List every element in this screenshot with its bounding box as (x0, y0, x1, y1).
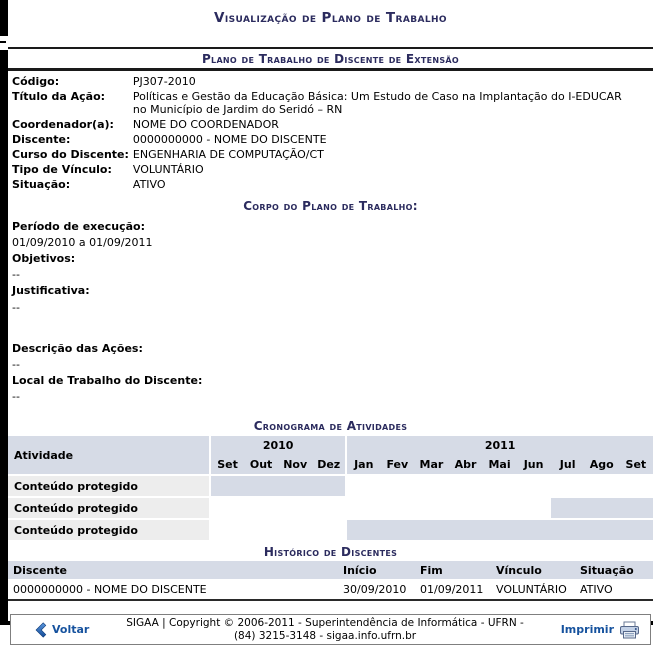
column-header: Situação (575, 561, 653, 579)
month-header: Mar (414, 454, 448, 475)
field-value: ATIVO (132, 178, 166, 191)
field-row-discente (8, 132, 653, 147)
field-row-titulo (8, 89, 653, 117)
back-button[interactable] (33, 622, 89, 638)
plan-section-caption: Plano de Trabalho de Discente de Extensão (8, 49, 653, 71)
cronograma-row (8, 475, 653, 497)
chevron-left-icon (33, 622, 47, 638)
window-left-tick (0, 41, 6, 43)
cronograma-cell (278, 497, 312, 519)
activity-label: Conteúdo protegido (8, 497, 210, 519)
field-label: Título da Ação: (12, 90, 106, 103)
corpo-label: Objetivos: (12, 252, 76, 265)
field-label: Tipo de Vínculo: (12, 163, 112, 176)
month-header: Abr (448, 454, 482, 475)
cronograma-cell (483, 519, 517, 540)
window-left-edge (0, 50, 8, 625)
historico-situacao: ATIVO (580, 582, 613, 596)
cronograma-cell (346, 519, 380, 540)
year-header: 2011 (346, 436, 653, 454)
cronograma-cell (483, 497, 517, 519)
cronograma-cell (517, 475, 551, 497)
cronograma-cell (210, 475, 244, 497)
cronograma-cell (380, 475, 414, 497)
cronograma-cell (619, 519, 653, 540)
plan-fields-table (8, 74, 653, 192)
cronograma-cell (312, 475, 346, 497)
cronograma-cell (551, 475, 585, 497)
spacer (12, 317, 653, 341)
field-label: Coordenador(a): (12, 118, 114, 131)
cronograma-row (8, 497, 653, 519)
column-header: Início (338, 561, 415, 579)
month-header: Set (619, 454, 653, 475)
cronograma-cell (585, 497, 619, 519)
cronograma-cell (414, 519, 448, 540)
cronograma-cell (483, 475, 517, 497)
month-header: Mai (483, 454, 517, 475)
footer-bar (10, 614, 651, 645)
month-header: Nov (278, 454, 312, 475)
corpo-value: -- (12, 268, 20, 281)
field-label: Código: (12, 75, 60, 88)
cronograma-cell (551, 497, 585, 519)
cronograma-cell (585, 475, 619, 497)
month-header: Dez (312, 454, 346, 475)
field-row-situacao (8, 177, 653, 192)
cronograma-cell (278, 519, 312, 540)
month-header: Jan (346, 454, 380, 475)
month-header: Out (244, 454, 278, 475)
cronograma-row (8, 519, 653, 540)
field-row-vinculo (8, 162, 653, 177)
cronograma-cell (551, 519, 585, 540)
cronograma-cell (448, 519, 482, 540)
field-value: Políticas e Gestão da Educação Básica: Um Estudo de Caso na Implantação do I-EDUCAR no Município de Jardim do Seridó – RN (132, 90, 622, 116)
historico-table (8, 561, 653, 601)
historico-caption: Histórico de Discentes (263, 545, 398, 559)
corpo-label: Local de Trabalho do Discente: (12, 374, 203, 387)
field-label: Discente: (12, 133, 71, 146)
cronograma-cell (244, 519, 278, 540)
corpo-label: Descrição das Ações: (12, 342, 143, 355)
window-left-edge (0, 0, 8, 36)
cronograma-cell (312, 519, 346, 540)
cronograma-cell (346, 475, 380, 497)
field-value: 0000000000 - NOME DO DISCENTE (132, 133, 327, 146)
historico-vinculo: VOLUNTÁRIO (496, 582, 567, 596)
field-row-codigo (8, 74, 653, 89)
corpo-section (8, 219, 653, 405)
corpo-value: -- (12, 390, 20, 403)
cronograma-cell (210, 497, 244, 519)
cronograma-cell (585, 519, 619, 540)
copyright-line2: (84) 3215-3148 - sigaa.info.ufrn.br (233, 629, 417, 642)
activity-label: Conteúdo protegido (8, 519, 210, 540)
cronograma-cell (448, 497, 482, 519)
corpo-value: 01/09/2010 a 01/09/2011 (12, 236, 153, 249)
year-header: 2010 (210, 436, 346, 454)
corpo-value: -- (12, 358, 20, 371)
copyright-text (89, 617, 560, 642)
cronograma-cell (346, 497, 380, 519)
print-button-label: Imprimir (560, 623, 614, 636)
historico-data-row (8, 579, 653, 600)
cronograma-cell (414, 497, 448, 519)
column-header: Fim (415, 561, 491, 579)
cronograma-cell (448, 475, 482, 497)
historico-fim: 01/09/2011 (420, 582, 484, 596)
cronograma-cell (380, 519, 414, 540)
month-header: Set (210, 454, 244, 475)
month-header: Jun (517, 454, 551, 475)
cronograma-cell (380, 497, 414, 519)
cronograma-table (8, 436, 653, 540)
activity-label: Conteúdo protegido (8, 475, 210, 497)
cronograma-cell (244, 497, 278, 519)
column-header: Discente (8, 561, 338, 579)
printer-icon (619, 621, 640, 639)
month-header: Fev (380, 454, 414, 475)
field-row-coordenador (8, 117, 653, 132)
print-button[interactable] (561, 621, 640, 639)
cronograma-year-row (8, 436, 653, 454)
field-value: ENGENHARIA DE COMPUTAÇÃO/CT (132, 148, 324, 161)
field-value: VOLUNTÁRIO (132, 163, 204, 176)
historico-discente: 0000000000 - NOME DO DISCENTE (13, 582, 207, 596)
month-header: Ago (585, 454, 619, 475)
corpo-label: Justificativa: (12, 284, 90, 297)
copyright-line1: SIGAA | Copyright © 2006-2011 - Superintendência de Informática - UFRN - (126, 617, 524, 629)
main-content (8, 0, 653, 645)
field-value: PJ307-2010 (132, 75, 196, 88)
field-value: NOME DO COORDENADOR (132, 118, 279, 131)
cronograma-cell (414, 475, 448, 497)
column-header: Vínculo (491, 561, 575, 579)
cronograma-cell (619, 475, 653, 497)
field-label: Curso do Discente: (12, 148, 129, 161)
corpo-label: Período de execução: (12, 220, 145, 233)
cronograma-cell (517, 497, 551, 519)
field-row-curso (8, 147, 653, 162)
month-header: Jul (551, 454, 585, 475)
cronograma-cell (312, 497, 346, 519)
cronograma-cell (278, 475, 312, 497)
cronograma-caption: Cronograma de Atividades (253, 419, 408, 433)
historico-header-row (8, 561, 653, 579)
back-button-label: Voltar (52, 623, 90, 636)
cronograma-cell (619, 497, 653, 519)
cronograma-cell (210, 519, 244, 540)
page-title: Visualização de Plano de Trabalho (214, 10, 447, 26)
cronograma-cell (517, 519, 551, 540)
activity-column-header: Atividade (8, 436, 210, 475)
cronograma-cell (244, 475, 278, 497)
field-label: Situação: (12, 178, 71, 191)
corpo-section-caption: Corpo do Plano de Trabalho: (243, 199, 418, 213)
historico-inicio: 30/09/2010 (343, 582, 407, 596)
corpo-value: -- (12, 301, 20, 314)
